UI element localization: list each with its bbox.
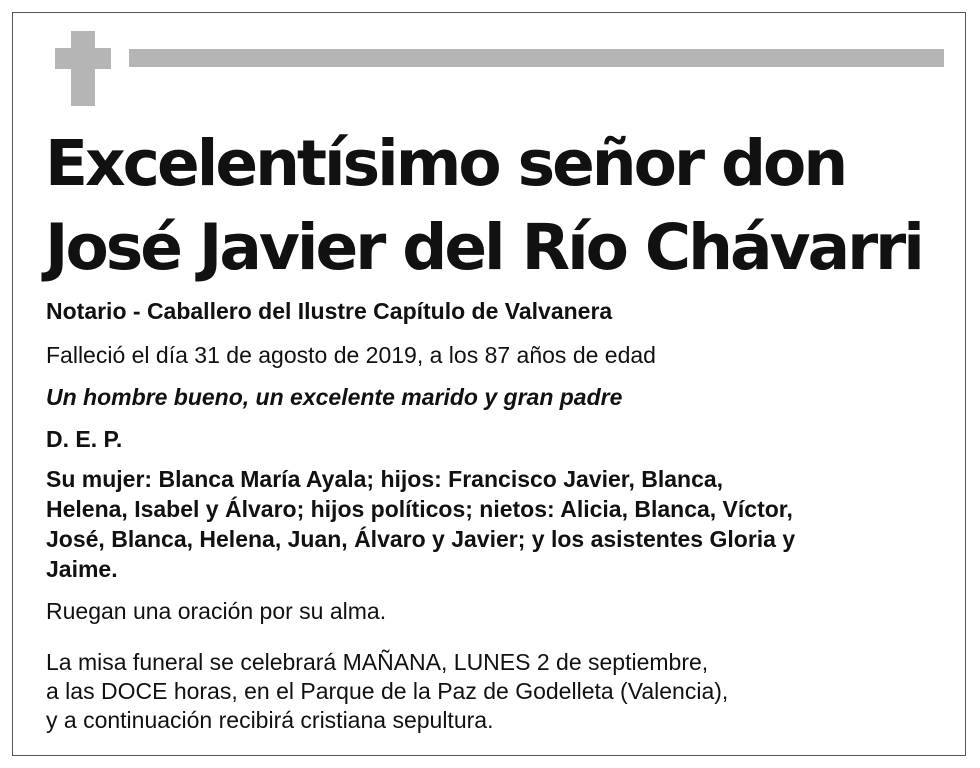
- titles-line: Notario - Caballero del Ilustre Capítulo de Valvanera: [46, 298, 613, 324]
- header-rule: [129, 49, 944, 67]
- dep-line: D. E. P.: [46, 426, 123, 452]
- deceased-name-line-2: José Javier del Río Chávarri: [45, 211, 922, 284]
- funeral-line: La misa funeral se celebrará MAÑANA, LUNES 2 de septiembre,: [46, 649, 709, 675]
- cross-horizontal-bar: [55, 48, 111, 69]
- funeral-line: y a continuación recibirá cristiana sepultura.: [46, 707, 494, 733]
- deceased-name-line-1: Excelentísimo señor don: [45, 127, 846, 200]
- family-line: Helena, Isabel y Álvaro; hijos políticos; nietos: Alicia, Blanca, Víctor,: [46, 496, 793, 522]
- epitaph-line: Un hombre bueno, un excelente marido y gran padre: [46, 384, 623, 410]
- family-line: Jaime.: [46, 556, 118, 582]
- family-paragraph: [46, 464, 936, 584]
- deceased-name: [45, 122, 945, 290]
- family-line: Su mujer: Blanca María Ayala; hijos: Francisco Javier, Blanca,: [46, 466, 724, 492]
- funeral-paragraph: [46, 648, 936, 735]
- prayer-request-line: Ruegan una oración por su alma.: [46, 598, 387, 624]
- family-line: José, Blanca, Helena, Juan, Álvaro y Javier; y los asistentes Gloria y: [46, 526, 796, 552]
- death-info-line: Falleció el día 31 de agosto de 2019, a los 87 años de edad: [46, 342, 656, 368]
- funeral-line: a las DOCE horas, en el Parque de la Paz de Godelleta (Valencia),: [46, 678, 729, 704]
